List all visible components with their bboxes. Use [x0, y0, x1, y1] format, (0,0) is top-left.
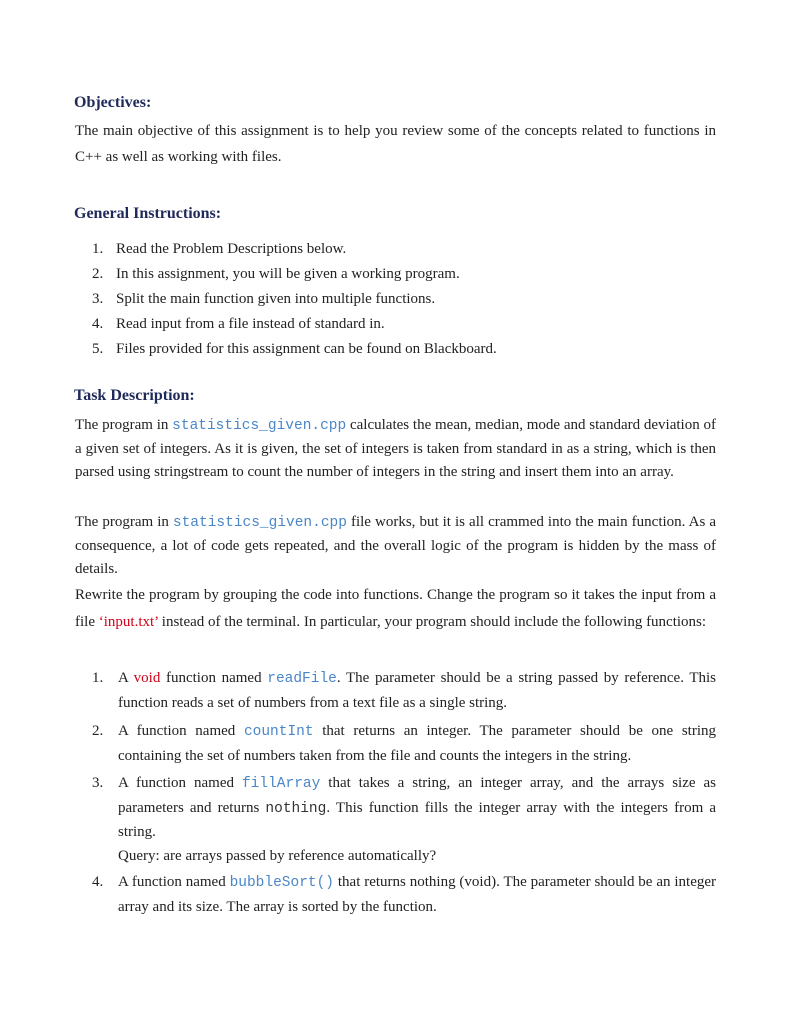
list-item: 4. Read input from a file instead of standard in. [92, 316, 385, 332]
function-item-countint: 2. A function named countInt that returns an integer. The parameter should be one string containing the set of numbers taken from the file and counts the integers in the string. [92, 723, 716, 764]
function-item-bubblesort: 4. A function named bubbleSort() that returns nothing (void). The parameter should be an integer array and its size. The array is sorted by the function. [92, 874, 717, 915]
task-paragraph-3: Rewrite the program by grouping the code into functions. Change the program so it takes the input from a file ‘input.txt’ instead of the terminal. In particular, your program should include the following functions: [75, 587, 716, 630]
filename-code: statistics_given.cpp [172, 515, 347, 531]
task-paragraph-2: The program in statistics_given.cpp file works, but it is all crammed into the main function. As a consequence, a lot of code gets repeated, and the overall logic of the program is hidden by the mass of details. [75, 514, 716, 577]
list-item: 5. Files provided for this assignment can be found on Blackboard. [92, 341, 497, 357]
objectives-text: The main objective of this assignment is to help you review some of the concepts related to functions in C++ as well as working with files. [75, 123, 716, 165]
task-paragraph-1: The program in statistics_given.cpp calculates the mean, median, mode and standard deviation of a given set of integers. As it is given, the set of integers is taken from standard in as a string, which is then parsed using stringstream to count the number of integers in the string and insert them into an array. [75, 417, 716, 480]
function-item-readfile: 1. A void function named readFile. The parameter should be a string passed by reference. This function reads a set of numbers from a text file as a single string. [92, 670, 716, 711]
general-instructions-heading: General Instructions: [74, 205, 222, 222]
input-file-name: ‘input.txt’ [98, 614, 159, 630]
general-instructions-list [92, 237, 497, 362]
list-item: 1. Read the Problem Descriptions below. [92, 241, 347, 257]
objectives-heading: Objectives: [74, 94, 152, 111]
query-text: Query: are arrays passed by reference automatically? [118, 847, 437, 864]
filename-code: statistics_given.cpp [172, 418, 347, 434]
task-description-heading: Task Description: [74, 387, 195, 404]
list-item: 2. In this assignment, you will be given a working program. [92, 266, 460, 282]
list-item: 3. Split the main function given into multiple functions. [92, 291, 436, 307]
function-item-fillarray: 3. A function named fillArray that takes a string, an integer array, and the arrays size as parameters and returns nothing. This function fills the integer array with the integers from a string. Query: are arrays passed by reference automatically? [92, 775, 717, 864]
